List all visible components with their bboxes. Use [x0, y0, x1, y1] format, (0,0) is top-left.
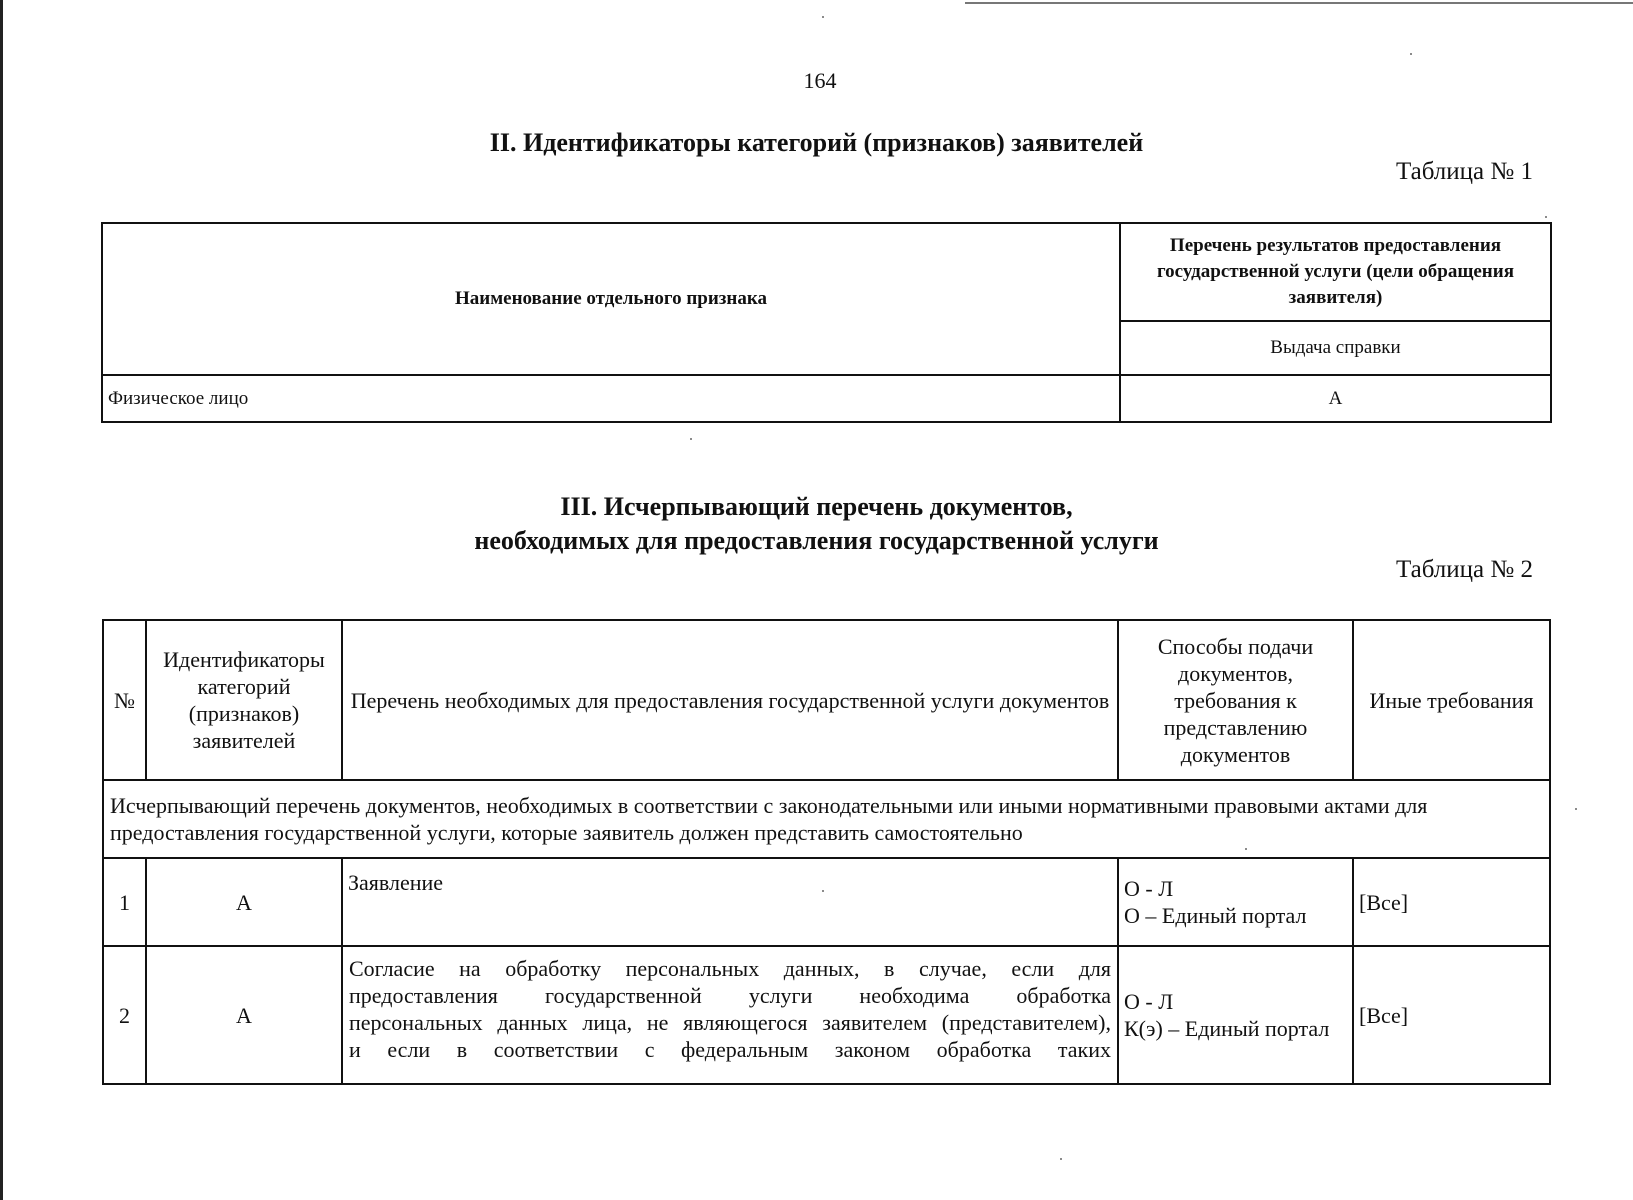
column-header-documents: Перечень необходимых для предоставления государственной услуги документов — [342, 620, 1118, 780]
row-identifier-cell: А — [146, 858, 342, 946]
table-row — [102, 375, 1551, 422]
row-number-cell: 1 — [103, 858, 146, 946]
table-2-caption: Таблица № 2 — [1395, 556, 1533, 583]
scan-artifact-line — [965, 2, 1633, 4]
column-header-identifiers: Идентификаторы категорий (признаков) заявителей — [146, 620, 342, 780]
scan-speck — [822, 16, 824, 18]
section-3-title-line1: III. Исчерпывающий перечень документов, — [560, 492, 1073, 521]
row-other-cell: [Все] — [1353, 946, 1550, 1084]
table-row — [103, 946, 1550, 1084]
documents-table — [102, 619, 1551, 1085]
page-number: 164 — [803, 68, 837, 93]
document-text-line: и если в соответствии с федеральным законом обработка таких — [349, 1037, 1111, 1062]
section-3-title — [0, 490, 1633, 558]
row-document-cell: Заявление — [342, 858, 1118, 946]
document-text-line: предоставления государственной услуги необходима обработка — [349, 983, 1111, 1008]
scan-speck — [1410, 53, 1412, 55]
feature-value-cell: А — [1120, 375, 1551, 422]
column-header-methods: Способы подачи документов, требования к представлению документов — [1118, 620, 1353, 780]
row-number-cell: 2 — [103, 946, 146, 1084]
result-item-header: Выдача справки — [1120, 321, 1551, 375]
column-header-other: Иные требования — [1353, 620, 1550, 780]
scan-speck — [690, 438, 692, 440]
subheader-cell: Исчерпывающий перечень документов, необходимых в соответствии с законодательными или иными нормативными правовыми актами для предоставления государственной услуги, которые заявитель должен представить самостоятельно — [103, 780, 1550, 858]
row-methods-cell — [1118, 858, 1353, 946]
column-header-number: № — [103, 620, 146, 780]
scan-edge — [0, 0, 3, 1200]
column-header-results: Перечень результатов предоставления государственной услуги (цели обращения заявителя) — [1120, 223, 1551, 321]
method-line: О – Единый портал — [1124, 903, 1307, 928]
table-row — [103, 858, 1550, 946]
document-text-line: Согласие на обработку персональных данных, в случае, если для — [349, 956, 1111, 981]
feature-name-cell: Физическое лицо — [102, 375, 1120, 422]
method-line: О - Л — [1124, 876, 1174, 901]
method-line: К(э) – Единый портал — [1124, 1016, 1330, 1041]
section-3-title-line2: необходимых для предоставления государственной услуги — [474, 526, 1159, 555]
applicant-category-table — [101, 222, 1552, 423]
row-methods-cell — [1118, 946, 1353, 1084]
column-header-feature-name: Наименование отдельного признака — [102, 223, 1120, 375]
table-header-row — [103, 620, 1550, 780]
row-other-cell: [Все] — [1353, 858, 1550, 946]
table-subheader-row — [103, 780, 1550, 858]
section-2-title: II. Идентификаторы категорий (признаков) заявителей — [489, 128, 1144, 157]
row-identifier-cell: А — [146, 946, 342, 1084]
method-line: О - Л — [1124, 989, 1174, 1014]
scan-speck — [1060, 1158, 1062, 1160]
row-document-cell — [342, 946, 1118, 1084]
document-text-line: персональных данных лица, не являющегося заявителем (представителем), — [349, 1010, 1111, 1035]
scan-speck — [1575, 808, 1577, 810]
scan-speck — [1545, 216, 1547, 218]
table-1-caption: Таблица № 1 — [1395, 158, 1533, 185]
